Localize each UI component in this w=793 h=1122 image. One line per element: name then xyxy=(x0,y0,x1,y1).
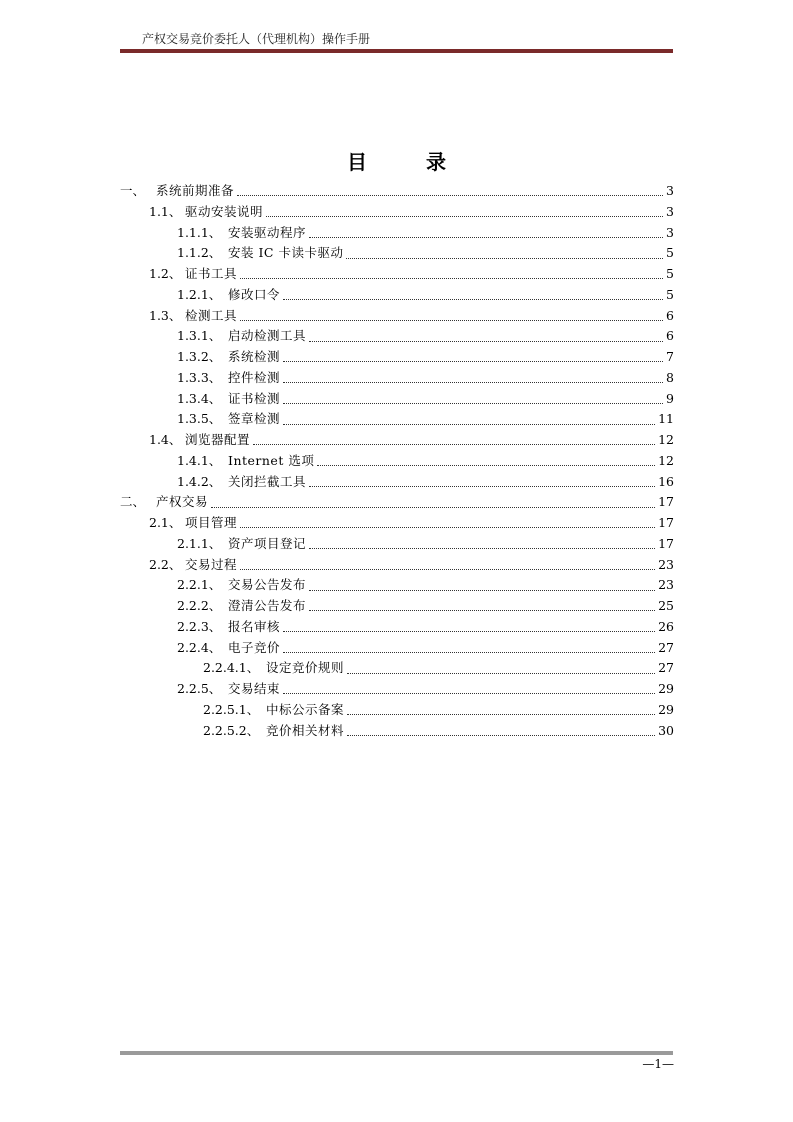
toc-entry[interactable] xyxy=(120,492,674,513)
toc-entry-label: Internet 选项 xyxy=(228,452,315,468)
toc-dot-leader xyxy=(283,298,663,300)
toc-entry[interactable] xyxy=(120,638,674,659)
toc-dot-leader xyxy=(347,713,655,715)
toc-entry[interactable] xyxy=(120,658,674,679)
toc-dot-leader xyxy=(283,360,663,362)
toc-entry[interactable] xyxy=(120,451,674,472)
toc-entry-number: 2.2.5、 xyxy=(177,681,222,696)
toc-entry-page: 7 xyxy=(666,349,674,364)
toc-entry-page: 3 xyxy=(666,224,674,240)
toc-dot-leader xyxy=(317,464,655,466)
toc-entry-label: 项目管理 xyxy=(185,515,238,530)
toc-entry[interactable] xyxy=(120,409,674,430)
toc-entry-number: 2.2.3、 xyxy=(177,618,222,634)
toc-dot-leader xyxy=(240,526,655,528)
toc-entry-number: 1.3.5、 xyxy=(177,411,222,427)
toc-entry-number: 1.1.2、 xyxy=(177,245,222,261)
toc-entry-label: 中标公示备案 xyxy=(266,701,345,717)
toc-entry-label: 系统前期准备 xyxy=(156,183,235,198)
toc-entry-page: 9 xyxy=(666,390,674,406)
toc-entry-number: 一、 xyxy=(120,183,146,198)
toc-entry-number: 1.3.2、 xyxy=(177,349,222,364)
toc-entry-number: 1.2、 xyxy=(149,266,182,281)
toc-dot-leader xyxy=(237,194,663,196)
toc-entry[interactable] xyxy=(120,243,674,264)
toc-entry-page: 23 xyxy=(658,556,674,572)
toc-list xyxy=(120,181,674,741)
toc-entry-label: 签章检测 xyxy=(228,411,281,427)
toc-entry-label: 浏览器配置 xyxy=(185,432,251,447)
toc-entry-number: 1.3、 xyxy=(149,307,182,323)
toc-dot-leader xyxy=(240,319,663,321)
toc-entry[interactable] xyxy=(120,306,674,327)
toc-entry-number: 2.1、 xyxy=(149,515,182,530)
toc-entry-label: 设定竞价规则 xyxy=(266,660,345,676)
header-title: 产权交易竞价委托人（代理机构）操作手册 xyxy=(142,32,371,46)
toc-entry-number: 2.1.1、 xyxy=(177,535,222,551)
toc-dot-leader xyxy=(283,381,663,383)
toc-entry-page: 29 xyxy=(658,681,674,696)
toc-entry-number: 1.4、 xyxy=(149,432,182,447)
toc-dot-leader xyxy=(309,236,663,238)
toc-entry[interactable] xyxy=(120,347,674,368)
toc-dot-leader xyxy=(346,257,663,259)
toc-entry-page: 5 xyxy=(666,266,674,281)
toc-entry-page: 12 xyxy=(658,452,674,468)
toc-entry-label: 修改口令 xyxy=(228,286,281,302)
toc-dot-leader xyxy=(211,506,655,508)
toc-dot-leader xyxy=(283,692,655,694)
toc-entry-page: 17 xyxy=(658,515,674,530)
toc-entry-label: 资产项目登记 xyxy=(228,535,307,551)
toc-entry[interactable] xyxy=(120,264,674,285)
toc-entry-label: 安装驱动程序 xyxy=(228,224,307,240)
toc-entry-label: 启动检测工具 xyxy=(228,328,307,344)
toc-entry-page: 17 xyxy=(658,535,674,551)
toc-entry-label: 控件检测 xyxy=(228,369,281,385)
toc-entry-label: 驱动安装说明 xyxy=(185,203,264,219)
toc-entry-label: 交易过程 xyxy=(185,556,238,572)
toc-entry[interactable] xyxy=(120,575,674,596)
toc-entry[interactable] xyxy=(120,700,674,721)
toc-entry-number: 2.2.2、 xyxy=(177,598,222,613)
toc-entry-number: 1.2.1、 xyxy=(177,286,222,302)
toc-entry[interactable] xyxy=(120,534,674,555)
toc-dot-leader xyxy=(283,402,663,404)
toc-entry-page: 12 xyxy=(658,432,674,447)
toc-entry[interactable] xyxy=(120,679,674,700)
toc-entry-label: 竞价相关材料 xyxy=(266,722,345,738)
toc-entry-number: 1.1.1、 xyxy=(177,224,222,240)
toc-entry-page: 6 xyxy=(666,307,674,323)
toc-entry-label: 检测工具 xyxy=(185,307,238,323)
toc-dot-leader xyxy=(283,423,655,425)
header-rule xyxy=(120,49,673,53)
toc-entry-page: 8 xyxy=(666,369,674,385)
toc-entry[interactable] xyxy=(120,326,674,347)
toc-entry-number: 1.4.1、 xyxy=(177,452,222,468)
page-header xyxy=(120,31,673,53)
toc-dot-leader xyxy=(283,651,655,653)
toc-entry[interactable] xyxy=(120,555,674,576)
toc-entry-page: 26 xyxy=(658,618,674,634)
toc-entry-number: 1.3.3、 xyxy=(177,369,222,385)
toc-entry-page: 6 xyxy=(666,328,674,344)
toc-entry-number: 2.2.5.2、 xyxy=(203,722,260,738)
toc-title: 目 录 xyxy=(347,150,472,174)
toc-entry-number: 2.2.5.1、 xyxy=(203,701,260,717)
toc-entry-page: 5 xyxy=(666,245,674,261)
toc-entry-number: 二、 xyxy=(120,494,146,510)
toc-dot-leader xyxy=(347,734,655,736)
toc-dot-leader xyxy=(283,630,655,632)
toc-entry-label: 报名审核 xyxy=(228,618,281,634)
toc-entry-number: 1.1、 xyxy=(149,203,182,219)
toc-dot-leader xyxy=(309,340,663,342)
toc-entry-number: 2.2.4.1、 xyxy=(203,660,260,676)
toc-entry-page: 17 xyxy=(658,494,674,510)
toc-entry-label: 证书工具 xyxy=(185,266,238,281)
toc-entry-number: 1.3.1、 xyxy=(177,328,222,344)
toc-entry-page: 27 xyxy=(658,639,674,655)
toc-entry-page: 23 xyxy=(658,577,674,593)
toc-entry-number: 1.3.4、 xyxy=(177,390,222,406)
toc-entry[interactable] xyxy=(120,389,674,410)
toc-entry-number: 2.2.1、 xyxy=(177,577,222,593)
toc-entry-page: 27 xyxy=(658,660,674,676)
toc-entry-page: 29 xyxy=(658,701,674,717)
toc-entry[interactable] xyxy=(120,617,674,638)
toc-dot-leader xyxy=(240,277,663,279)
toc-entry-number: 2.2.4、 xyxy=(177,639,222,655)
toc-dot-leader xyxy=(309,547,655,549)
toc-entry-page: 3 xyxy=(666,183,674,198)
toc-entry-number: 1.4.2、 xyxy=(177,473,222,489)
toc-entry-label: 证书检测 xyxy=(228,390,281,406)
toc-entry-label: 产权交易 xyxy=(156,494,209,510)
toc-entry-page: 5 xyxy=(666,286,674,302)
toc-entry[interactable] xyxy=(120,596,674,617)
toc-dot-leader xyxy=(309,609,655,611)
page-number: —1— xyxy=(642,1057,674,1071)
toc-entry[interactable] xyxy=(120,513,674,534)
toc-entry[interactable] xyxy=(120,202,674,223)
toc-dot-leader xyxy=(240,568,655,570)
toc-entry-label: 电子竞价 xyxy=(228,639,281,655)
toc-entry-page: 3 xyxy=(666,203,674,219)
toc-entry[interactable] xyxy=(120,472,674,493)
toc-entry-label: 交易结束 xyxy=(228,681,281,696)
toc-entry-label: 澄清公告发布 xyxy=(228,598,307,613)
toc-entry-number: 2.2、 xyxy=(149,556,182,572)
toc-entry-label: 关闭拦截工具 xyxy=(228,473,307,489)
toc-dot-leader xyxy=(347,672,655,674)
toc-entry-page: 30 xyxy=(658,722,674,738)
toc-entry[interactable] xyxy=(120,285,674,306)
toc-entry[interactable] xyxy=(120,181,674,202)
toc-entry-page: 25 xyxy=(658,598,674,613)
toc-entry-label: 交易公告发布 xyxy=(228,577,307,593)
toc-entry[interactable] xyxy=(120,430,674,451)
toc-dot-leader xyxy=(309,589,655,591)
toc-entry-label: 安装 IC 卡读卡驱动 xyxy=(228,245,344,261)
toc-entry[interactable] xyxy=(120,721,674,742)
toc-entry-page: 16 xyxy=(658,473,674,489)
footer-rule xyxy=(120,1051,673,1055)
toc-entry[interactable] xyxy=(120,368,674,389)
toc-entry[interactable] xyxy=(120,223,674,244)
toc-dot-leader xyxy=(253,443,655,445)
toc-dot-leader xyxy=(309,485,655,487)
toc-dot-leader xyxy=(266,215,663,217)
toc-entry-label: 系统检测 xyxy=(228,349,281,364)
toc-entry-page: 11 xyxy=(658,411,674,427)
